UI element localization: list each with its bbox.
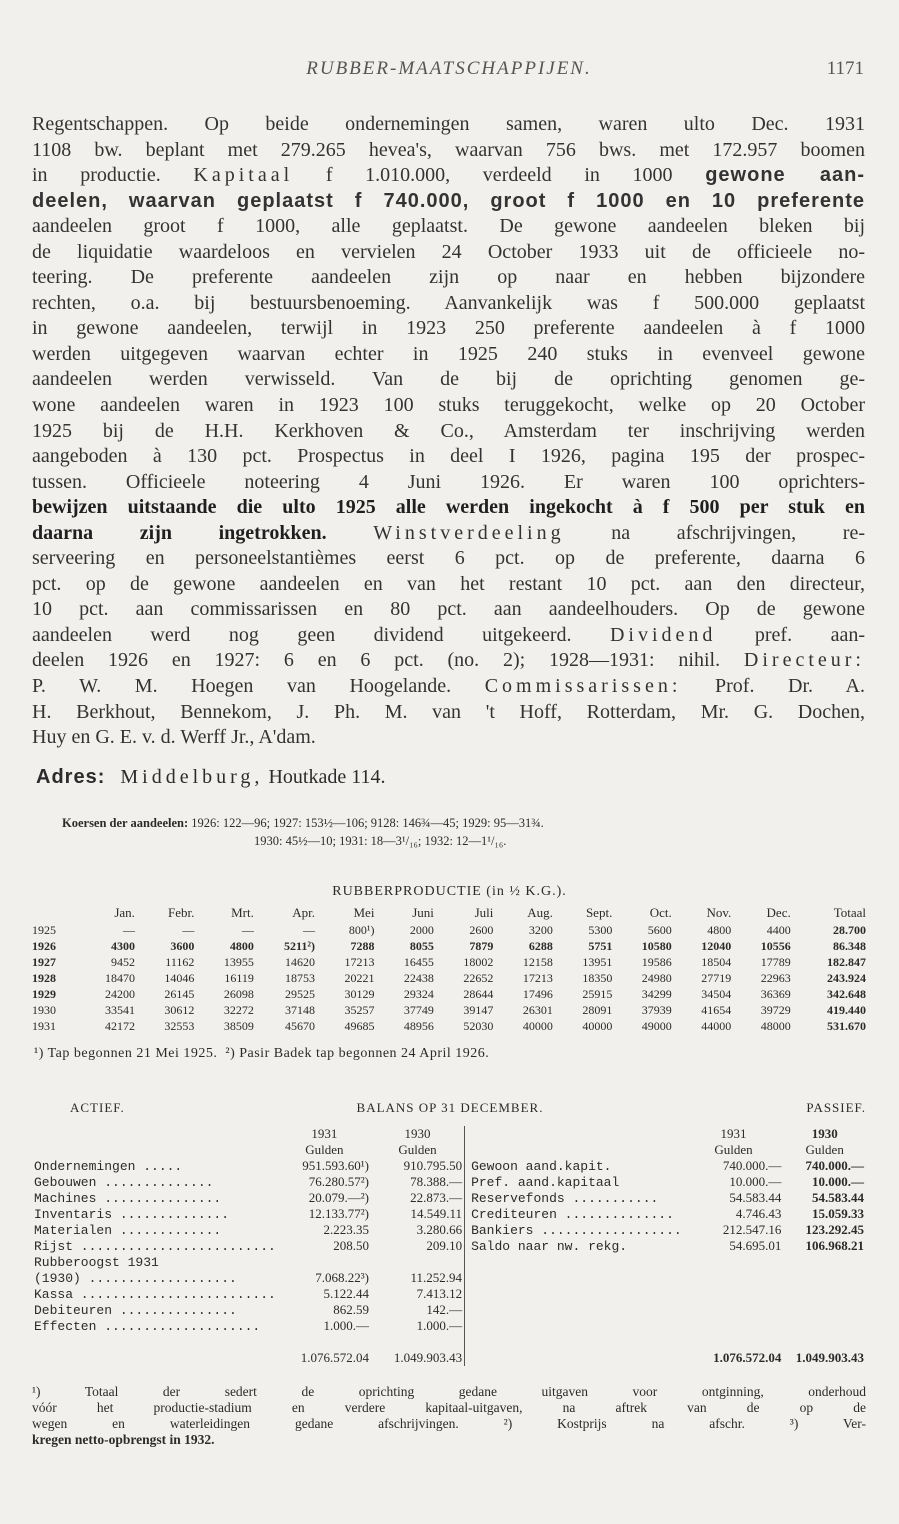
balance-liability-1931 [684, 1302, 784, 1318]
text-line: Regentschappen. Op beide ondernemingen samen, waren ulto Dec. 1931 [32, 113, 865, 135]
production-cell: 13955 [223, 954, 254, 969]
production-cell: 7879 [469, 938, 494, 953]
balance-liability-1930: 15.059.33 [812, 1206, 864, 1221]
balance-liability-label [465, 1318, 684, 1334]
column-header: Sept. [585, 905, 613, 920]
production-cell: 38509 [223, 1018, 254, 1033]
text-line: H. Berkhout, Bennekom, J. Ph. M. van 't Hoff, Rotterdam, Mr. G. Dochen, [32, 700, 865, 723]
text-line [32, 674, 865, 700]
text-line [32, 648, 865, 674]
year-cell: 1928 [32, 970, 56, 985]
column-header: Mei [353, 905, 375, 920]
column-header: Oct. [649, 905, 672, 920]
share-prices-line [62, 814, 862, 832]
balance-row [32, 1158, 866, 1174]
production-cell: 39729 [760, 1002, 791, 1017]
gewone-aandeelen-heading: gewone aan- [705, 164, 865, 187]
production-cell: 35257 [344, 1002, 375, 1017]
text-line: werden uitgegeven waarvan echter in 1925 240 stuks in evenveel gewone [32, 342, 865, 365]
directeur-label: Directeur: [743, 649, 865, 672]
balance-liability-1931 [684, 1318, 784, 1334]
balance-asset-label: Inventaris .............. [34, 1207, 230, 1222]
production-cell: 419.440 [827, 1002, 866, 1017]
balance-asset-1931: 20.079.—²) [308, 1190, 369, 1205]
production-cell: 12158 [522, 954, 553, 969]
balance-liability-1930: 740.000.— [805, 1158, 864, 1173]
production-cell: 37939 [641, 1002, 672, 1017]
balance-liability-1930 [783, 1286, 866, 1302]
year-cell: 1931 [32, 1018, 56, 1033]
balance-total: 1.049.903.43 [795, 1349, 864, 1365]
balance-asset-label: Materialen ............. [34, 1223, 222, 1238]
balance-asset-1930: 14.549.11 [371, 1206, 465, 1222]
production-cell: — [241, 922, 254, 937]
text-fragment: P. W. M. Hoegen van Hoogelande. [32, 675, 452, 698]
column-header: Febr. [168, 905, 195, 920]
balance-liability-label: Pref. aand.kapitaal [471, 1175, 620, 1190]
balance-liability-label [465, 1254, 684, 1270]
year-header: 1930 [371, 1126, 465, 1142]
production-cell: 42172 [104, 1018, 135, 1033]
balance-asset-1931: 76.280.57²) [308, 1174, 369, 1189]
production-cell: 3200 [528, 922, 553, 937]
production-cell: 800¹) [348, 922, 375, 937]
text-line: aandeelen groot f 1000, alle geplaatst. De gewone aandeelen bleken bij [32, 215, 865, 238]
balance-liability-1931: 54.695.01 [729, 1238, 782, 1253]
production-cell: 25915 [582, 986, 613, 1001]
dividend-label: Dividend [609, 623, 717, 646]
production-row [32, 922, 868, 938]
production-cell: 8055 [409, 938, 434, 953]
production-cell: 32553 [164, 1018, 195, 1033]
production-cell: 5600 [647, 922, 672, 937]
production-cell: 20221 [344, 970, 375, 985]
production-cell: 4800 [707, 922, 732, 937]
production-cell: 11162 [165, 954, 195, 969]
balance-row [32, 1302, 866, 1318]
text-line: in gewone aandeelen, terwijl in 1923 250 preferente aandeelen à f 1000 [32, 317, 865, 340]
text-line [32, 623, 865, 649]
balance-asset-1930: 7.413.12 [371, 1286, 465, 1302]
production-cell: 342.648 [827, 986, 866, 1001]
currency-header: Gulden [805, 1142, 844, 1157]
balance-row [32, 1238, 866, 1254]
production-cell: 44000 [701, 1018, 732, 1033]
column-header: Totaal [833, 905, 866, 920]
balance-total-row [32, 1334, 866, 1366]
production-cell: 40000 [582, 1018, 613, 1033]
production-cell: 9452 [110, 954, 135, 969]
production-cell: 14046 [164, 970, 195, 985]
balance-liability-1931: 4.746.43 [735, 1206, 782, 1221]
balance-liability-1931: 212.547.16 [722, 1222, 782, 1237]
balance-asset-1931 [278, 1254, 371, 1270]
balance-heading [34, 1100, 866, 1120]
currency-header: Gulden [371, 1142, 465, 1158]
production-cell: 17496 [522, 986, 553, 1001]
balance-liability-1931 [684, 1270, 784, 1286]
text-line: wone aandeelen waren in 1923 100 stuks teruggekocht, welke op 20 October [32, 394, 865, 417]
passief-heading: PASSIEF. [806, 1100, 866, 1115]
production-cell: 39147 [463, 1002, 494, 1017]
production-cell: 12040 [701, 938, 732, 953]
currency-header: Gulden [714, 1142, 753, 1157]
address-street: Houtkade 114. [268, 766, 386, 788]
text-line: Huy en G. E. v. d. Werff Jr., A'dam. [32, 726, 316, 749]
balance-asset-1931: 862.59 [333, 1301, 369, 1317]
text-line: bewijzen uitstaande die ulto 1925 alle werden ingekocht à f 500 per stuk en [32, 496, 865, 519]
production-cell: 6288 [528, 938, 553, 953]
actief-heading: ACTIEF. [70, 1100, 125, 1115]
production-cell: 18002 [463, 954, 494, 969]
text-line: 1108 bw. beplant met 279.265 hevea's, waarvan 756 bws. met 172.957 boomen [32, 138, 865, 161]
column-header [32, 904, 77, 922]
year-header: 1931 [720, 1126, 747, 1141]
balance-asset-label: Gebouwen .............. [34, 1175, 214, 1190]
balance-currency-row [32, 1142, 866, 1158]
page-header [34, 58, 864, 88]
commissarissen-label: Commissarissen: [484, 675, 682, 698]
production-cell: 10580 [641, 938, 672, 953]
production-row [32, 970, 868, 986]
balance-liability-1930: 10.000.— [812, 1174, 864, 1189]
balance-asset-1930: 142.— [371, 1302, 465, 1318]
balance-asset-1931: 1.000.— [323, 1317, 369, 1333]
text-line: 10 pct. aan commissarissen en 80 pct. aan aandeelhouders. Op de gewone [32, 598, 865, 621]
balance-asset-label: Effecten .................... [34, 1318, 261, 1334]
balance-title: BALANS OP 31 DECEMBER. [356, 1100, 544, 1115]
production-cell: 24200 [104, 986, 135, 1001]
address-city: Middelburg, [120, 766, 264, 788]
balance-table-body [32, 1126, 866, 1366]
balance-asset-1930: 1.000.— [371, 1318, 465, 1334]
text-line: aandeelen werden verwisseld. Van de bij de oprichting genomen ge- [32, 368, 865, 391]
production-table-body [32, 922, 868, 1034]
production-cell: 28091 [582, 1002, 613, 1017]
balance-total: 1.076.572.04 [300, 1349, 369, 1365]
production-cell: 37148 [284, 1002, 315, 1017]
balance-asset-label: Machines ............... [34, 1191, 222, 1206]
production-row [32, 938, 868, 954]
text-line: rechten, o.a. bij bestuursbenoeming. Aanvankelijk was f 500.000 geplaatst [32, 291, 865, 314]
production-cell: 2000 [409, 922, 434, 937]
production-cell: 27719 [701, 970, 732, 985]
balance-liability-label: Reservefonds ........... [471, 1191, 659, 1206]
production-cell: 18350 [582, 970, 613, 985]
production-cell: 26145 [164, 986, 195, 1001]
balance-liability-1930 [783, 1270, 866, 1286]
balance-liability-label [465, 1270, 684, 1286]
balance-asset-1931: 2.223.35 [323, 1222, 369, 1237]
production-cell: — [302, 922, 315, 937]
production-cell: 4300 [110, 938, 135, 953]
production-cell: 5300 [588, 922, 613, 937]
production-cell: 17789 [760, 954, 791, 969]
production-cell: 34504 [701, 986, 732, 1001]
balance-asset-label: (1930) ................... [34, 1270, 237, 1286]
text-line [32, 189, 865, 215]
production-note: ¹) Tap begonnen 21 Mei 1925. [34, 1046, 218, 1061]
balance-liability-1931 [684, 1286, 784, 1302]
balance-asset-1930: 78.388.— [371, 1174, 465, 1190]
production-cell: 30129 [344, 986, 375, 1001]
balance-asset-1930: 11.252.94 [371, 1270, 465, 1286]
production-cell: 29324 [403, 986, 434, 1001]
balance-asset-1930: 22.873.— [371, 1190, 465, 1206]
winstverdeeling-label: Winstverdeeling [373, 521, 565, 544]
balance-asset-1930 [371, 1254, 465, 1270]
balance-row [32, 1190, 866, 1206]
production-cell: 48956 [403, 1018, 434, 1033]
column-header: Jan. [114, 905, 135, 920]
balance-liability-1931: 10.000.— [729, 1174, 782, 1189]
production-notes [34, 1046, 489, 1062]
production-cell: 49685 [344, 1018, 375, 1033]
balance-asset-1930: 910.795.50 [371, 1158, 465, 1174]
text-line [32, 521, 865, 547]
production-note: ²) Pasir Badek tap begonnen 24 April 1926. [225, 1046, 490, 1061]
production-cell: — [182, 922, 195, 937]
production-cell: 18753 [284, 970, 315, 985]
production-cell: 40000 [522, 1018, 553, 1033]
balance-row [32, 1286, 866, 1302]
production-cell: 86.348 [833, 938, 866, 953]
balance-liability-1931: 54.583.44 [729, 1190, 782, 1205]
balance-year-row [32, 1126, 866, 1142]
kapitaal-label: Kapitaal [193, 164, 294, 187]
production-cell: 48000 [760, 1018, 791, 1033]
empty-cell [465, 1334, 684, 1366]
balance-liability-label: Crediteuren .............. [471, 1207, 674, 1222]
year-header: 1931 [311, 1126, 338, 1141]
production-cell: 5751 [588, 938, 613, 953]
production-cell: 19586 [641, 954, 672, 969]
production-cell: 22963 [760, 970, 791, 985]
balance-liability-1930 [783, 1302, 866, 1318]
balance-asset-1931: 5.122.44 [323, 1285, 369, 1301]
balance-row [32, 1222, 866, 1238]
footnote-line: ¹) Totaal der sedert de oprichting gedane uitgaven voor ontginning, onderhoud [32, 1384, 866, 1399]
kapitaal-value: f 1.010.000, verdeeld in 1000 [293, 164, 706, 187]
production-row [32, 986, 868, 1002]
balance-total: 1.049.903.43 [371, 1334, 465, 1366]
text-line [32, 163, 865, 189]
production-row [32, 1002, 868, 1018]
text-fragment: Prof. Dr. A. [681, 675, 865, 698]
balance-asset-1930: 209.10 [371, 1238, 465, 1254]
balance-table [32, 1126, 866, 1366]
company-description [32, 112, 865, 751]
production-title: RUBBERPRODUCTIE (in ½ K.G.). [332, 884, 567, 899]
share-prices-values: 1926: 122—96; 1927: 153½—106; 9128: 146¾—45; 1929: 95—31¾. [191, 816, 544, 830]
balance-liability-1930: 106.968.21 [805, 1238, 864, 1253]
production-cell: 37749 [403, 1002, 434, 1017]
production-cell: 36369 [760, 986, 791, 1001]
production-cell: 45670 [284, 1018, 315, 1033]
production-cell: 4800 [229, 938, 254, 953]
production-cell: 18470 [104, 970, 135, 985]
production-cell: 29525 [284, 986, 315, 1001]
production-cell: 34299 [641, 986, 672, 1001]
text-line: 1925 bij de H.H. Kerkhoven & Co., Amsterdam ter inschrijving werden [32, 419, 865, 442]
empty-cell [32, 1334, 278, 1366]
balance-asset-label: Debiteuren ............... [34, 1302, 237, 1318]
balance-liability-1930: 54.583.44 [812, 1190, 864, 1205]
production-cell: 32272 [223, 1002, 254, 1017]
production-cell: 52030 [463, 1018, 494, 1033]
balance-liability-label [465, 1302, 684, 1318]
balance-liability-label: Bankiers .................. [471, 1223, 682, 1238]
column-header: Juli [474, 905, 494, 920]
year-cell: 1927 [32, 954, 56, 969]
production-cell: 3600 [170, 938, 195, 953]
production-cell: 17213 [522, 970, 553, 985]
footnote-line: wegen en waterleidingen gedane afschrijvingen. ²) Kostprijs na afschr. ³) Ver- [32, 1416, 866, 1431]
production-cell: 24980 [641, 970, 672, 985]
production-cell: 28.700 [833, 922, 866, 937]
column-header: Apr. [292, 905, 315, 920]
production-cell: 18504 [701, 954, 732, 969]
running-title: RUBBER-MAATSCHAPPIJEN. [306, 58, 592, 79]
share-prices-label: Koersen der aandeelen: [62, 816, 189, 830]
balance-asset-1930: 3.280.66 [371, 1222, 465, 1238]
balance-total: 1.076.572.04 [713, 1349, 782, 1365]
balance-asset-label: Ondernemingen ..... [34, 1159, 183, 1174]
balance-asset-label: Rubberoogst 1931 [34, 1254, 159, 1270]
footnotes [32, 1384, 866, 1448]
production-cell: 26301 [522, 1002, 553, 1017]
text-fragment: deelen, waarvan geplaatst f 740.000, groot f 1000 en 10 preferente [32, 189, 865, 212]
production-table [32, 904, 868, 1034]
page-number: 1171 [826, 58, 864, 79]
footnote-line: kregen netto-opbrengst in 1932. [32, 1432, 215, 1447]
production-header-row [32, 904, 868, 922]
production-cell: 10556 [760, 938, 791, 953]
balance-row [32, 1270, 866, 1286]
balance-row [32, 1318, 866, 1334]
balance-asset-1931: 12.133.77²) [308, 1206, 369, 1221]
production-cell: 14620 [284, 954, 315, 969]
text-fragment: aandeelen werd nog geen dividend uitgekeerd. [32, 623, 572, 646]
text-line: serveering en personeelstantièmes eerst 6 pct. op de preferente, daarna 6 [32, 547, 865, 570]
production-cell: 30612 [164, 1002, 195, 1017]
production-cell: 2600 [469, 922, 494, 937]
year-cell: 1929 [32, 986, 56, 1001]
balance-row [32, 1254, 866, 1270]
balance-liability-label: Saldo naar nw. rekg. [471, 1239, 628, 1254]
balance-asset-label: Rijst ......................... [34, 1239, 276, 1254]
text-line: tussen. Officieele noteering 4 Juni 1926. Er waren 100 oprichters- [32, 470, 865, 493]
balance-liability-label: Gewoon aand.kapit. [471, 1159, 612, 1174]
year-header: 1930 [811, 1126, 838, 1141]
balance-row [32, 1174, 866, 1190]
production-cell: 7288 [350, 938, 375, 953]
production-cell: 49000 [641, 1018, 672, 1033]
production-cell: 26098 [223, 986, 254, 1001]
production-cell: 33541 [104, 1002, 135, 1017]
currency-header: Gulden [305, 1142, 344, 1157]
address [36, 766, 385, 789]
text-line: aangeboden à 130 pct. Prospectus in deel I 1926, pagina 195 der prospec- [32, 445, 865, 468]
balance-asset-label: Kassa ......................... [34, 1286, 276, 1302]
year-cell: 1926 [32, 938, 56, 953]
year-cell: 1925 [32, 922, 56, 937]
balance-liability-1930 [783, 1254, 866, 1270]
production-cell: — [122, 922, 135, 937]
balance-liability-1931: 740.000.— [722, 1158, 782, 1173]
column-header: Dec. [766, 905, 791, 920]
text-line: pct. op de gewone aandeelen en van het restant 10 pct. aan den directeur, [32, 572, 865, 595]
production-row [32, 1018, 868, 1034]
column-header: Nov. [706, 905, 732, 920]
balance-liability-label [465, 1286, 684, 1302]
year-cell: 1930 [32, 1002, 56, 1017]
production-cell: 16119 [224, 970, 254, 985]
footnote-line: vóór het productie-stadium en verdere kapitaal-uitgaven, na aftrek van de op de [32, 1400, 866, 1415]
production-cell: 182.847 [827, 954, 866, 969]
balance-liability-1930 [783, 1318, 866, 1334]
balance-asset-1931: 7.068.22³) [315, 1269, 369, 1285]
production-cell: 4400 [766, 922, 791, 937]
balance-liability-1931 [684, 1254, 784, 1270]
share-prices [62, 814, 862, 850]
production-cell: 16455 [403, 954, 434, 969]
column-header: Juni [412, 905, 434, 920]
production-row [32, 954, 868, 970]
column-header: Aug. [527, 905, 553, 920]
text-fragment: na afschrijvingen, re- [564, 521, 866, 544]
production-cell: 17213 [344, 954, 375, 969]
text-fragment: deelen 1926 en 1927: 6 en 6 pct. (no. 2); 1928—1931: nihil. [32, 649, 721, 672]
share-prices-line: 1930: 45½—10; 1931: 18—3¹/₁₆; 1932: 12—1¹/₁₆. [254, 834, 507, 848]
production-cell: 13951 [582, 954, 613, 969]
production-cell: 41654 [701, 1002, 732, 1017]
balance-asset-1931: 951.593.60¹) [302, 1158, 369, 1173]
balance-asset-1931: 208.50 [333, 1238, 369, 1253]
text-line: de liquidatie waardeloos en vervielen 24 October 1933 uit de officieele no- [32, 240, 865, 263]
production-cell: 22438 [403, 970, 434, 985]
production-cell: 531.670 [827, 1018, 866, 1033]
balance-liability-1930: 123.292.45 [805, 1222, 864, 1237]
balance-row [32, 1206, 866, 1222]
text-fragment: in productie. [32, 164, 161, 187]
production-cell: 243.924 [827, 970, 866, 985]
text-fragment: pref. aan- [716, 623, 865, 646]
text-fragment: daarna zijn ingetrokken. [32, 521, 327, 544]
production-cell: 22652 [463, 970, 494, 985]
text-line: teering. De preferente aandeelen zijn op naar en hebben bijzondere [32, 266, 865, 289]
address-label: Adres: [36, 766, 106, 788]
production-cell: 5211²) [284, 938, 315, 953]
column-header: Mrt. [231, 905, 254, 920]
production-cell: 28644 [463, 986, 494, 1001]
